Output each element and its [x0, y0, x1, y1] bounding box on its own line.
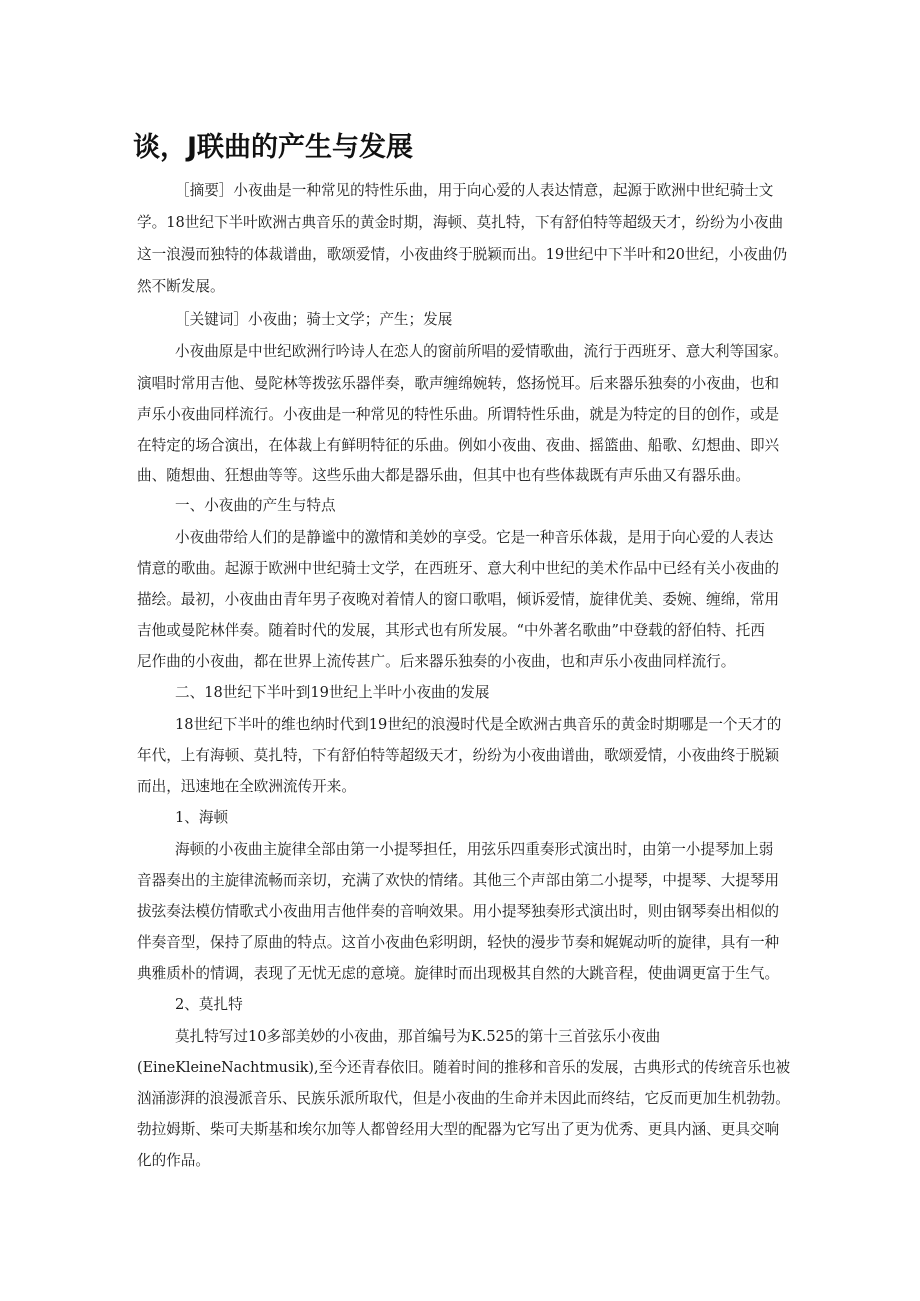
section1-line: 情意的歌曲。起源于欧洲中世纪骑士文学，在西班牙、意大利中世纪的美术作品中已经有关小夜曲的 — [137, 560, 780, 577]
sub2-line: 勃拉姆斯、柴可夫斯基和埃尔加等人都曾经用大型的配器为它写出了更为优秀、更具内涵、更具交响 — [137, 1121, 780, 1138]
section1-line: 吉他或曼陀林伴奏。随着时代的发展，其形式也有所发展。“中外著名歌曲”中登载的舒伯特、托西 — [137, 622, 765, 639]
abstract-line: 学。18世纪下半叶欧洲古典音乐的黄金时期，海顿、莫扎特，下有舒伯特等超级天才，纷纷为小夜曲 — [137, 214, 784, 231]
abstract-line: 然不断发展。 — [137, 278, 225, 295]
section1-line: 小夜曲带给人们的是静谧中的激情和美妙的享受。它是一种音乐体裁，是用于向心爱的人表达 — [175, 529, 774, 546]
sub2-line: 莫扎特写过10多部美妙的小夜曲，那首编号为K.525的第十三首弦乐小夜曲 — [175, 1028, 661, 1045]
intro-line: 小夜曲原是中世纪欧洲行吟诗人在恋人的窗前所唱的爱情歌曲，流行于西班牙、意大利等国家。 — [175, 343, 788, 360]
sub2-line: 化的作品。 — [137, 1152, 210, 1169]
sub2-heading: 2、莫扎特 — [175, 996, 243, 1013]
sub2-line: 汹涌澎湃的浪漫派音乐、民族乐派所取代，但是小夜曲的生命并未因此而终结，它反而更加生机勃勃。 — [137, 1090, 790, 1107]
keywords: ［关键词］小夜曲；骑士文学；产生；发展 — [175, 311, 453, 328]
document-title: 谈，J联曲的产生与发展 — [133, 132, 414, 163]
intro-line: 演唱时常用吉他、曼陀林等拨弦乐器伴奏，歌声缠绵婉转，悠扬悦耳。后来器乐独奏的小夜曲，也和 — [137, 375, 780, 392]
abstract-line: 这一浪漫而独特的体裁谱曲，歌颂爱情，小夜曲终于脱颖而出。19世纪中下半叶和20世纪，小夜曲仍 — [137, 246, 788, 263]
sub1-line: 音器奏出的主旋律流畅而亲切，充满了欢快的情绪。其他三个声部由第二小提琴，中提琴、大提琴用 — [137, 872, 780, 889]
sub1-line: 伴奏音型，保持了原曲的特点。这首小夜曲色彩明朗，轻快的漫步节奏和娓娓动听的旋律，具有一种 — [137, 934, 780, 951]
sub1-line: 海顿的小夜曲主旋律全部由第一小提琴担任，用弦乐四重奏形式演出时，由第一小提琴加上弱 — [175, 841, 774, 858]
intro-line: 曲、随想曲、狂想曲等等。这些乐曲大都是器乐曲，但其中也有些体裁既有声乐曲又有器乐曲。 — [137, 467, 750, 484]
section1-heading: 一、小夜曲的产生与特点 — [175, 497, 336, 514]
sub1-line: 典雅质朴的情调，表现了无忧无虑的意境。旋律时而出现极其自然的大跳音程，使曲调更富于生气。 — [137, 965, 780, 982]
section2-line: 年代，上有海顿、莫扎特，下有舒伯特等超级天才，纷纷为小夜曲谱曲，歌颂爱情，小夜曲终于脱颖 — [137, 747, 780, 764]
section2-line: 18世纪下半叶的维也纳时代到19世纪的浪漫时代是全欧洲古典音乐的黄金时期哪是一个天才的 — [175, 716, 782, 733]
abstract-line: ［摘要］小夜曲是一种常见的特性乐曲，用于向心爱的人表达情意，起源于欧洲中世纪骑士文 — [175, 182, 774, 199]
sub1-heading: 1、海顿 — [175, 809, 229, 826]
intro-line: 在特定的场合演出，在体裁上有鲜明特征的乐曲。例如小夜曲、夜曲、摇篮曲、船歌、幻想曲、即兴 — [137, 437, 780, 454]
section2-heading: 二、18世纪下半叶到19世纪上半叶小夜曲的发展 — [175, 684, 490, 701]
sub1-line: 拔弦奏法模仿情歌式小夜曲用吉他伴奏的音响效果。用小提琴独奏形式演出时，则由钢琴奏出相似的 — [137, 903, 780, 920]
section2-line: 而出，迅速地在全欧洲流传开来。 — [137, 778, 356, 795]
section1-line: 描绘。最初，小夜曲由青年男子夜晚对着情人的窗口歌唱，倾诉爱情，旋律优美、委婉、缠绵，常用 — [137, 591, 780, 608]
sub2-line: (EineKleineNachtmusik),至今还青春依旧。随着时间的推移和音乐的发展，古典形式的传统音乐也被 — [137, 1059, 791, 1076]
intro-line: 声乐小夜曲同样流行。小夜曲是一种常见的特性乐曲。所谓特性乐曲，就是为特定的目的创作，或是 — [137, 406, 780, 423]
section1-line: 尼作曲的小夜曲，都在世界上流传甚广。后来器乐独奏的小夜曲，也和声乐小夜曲同样流行。 — [137, 653, 736, 670]
